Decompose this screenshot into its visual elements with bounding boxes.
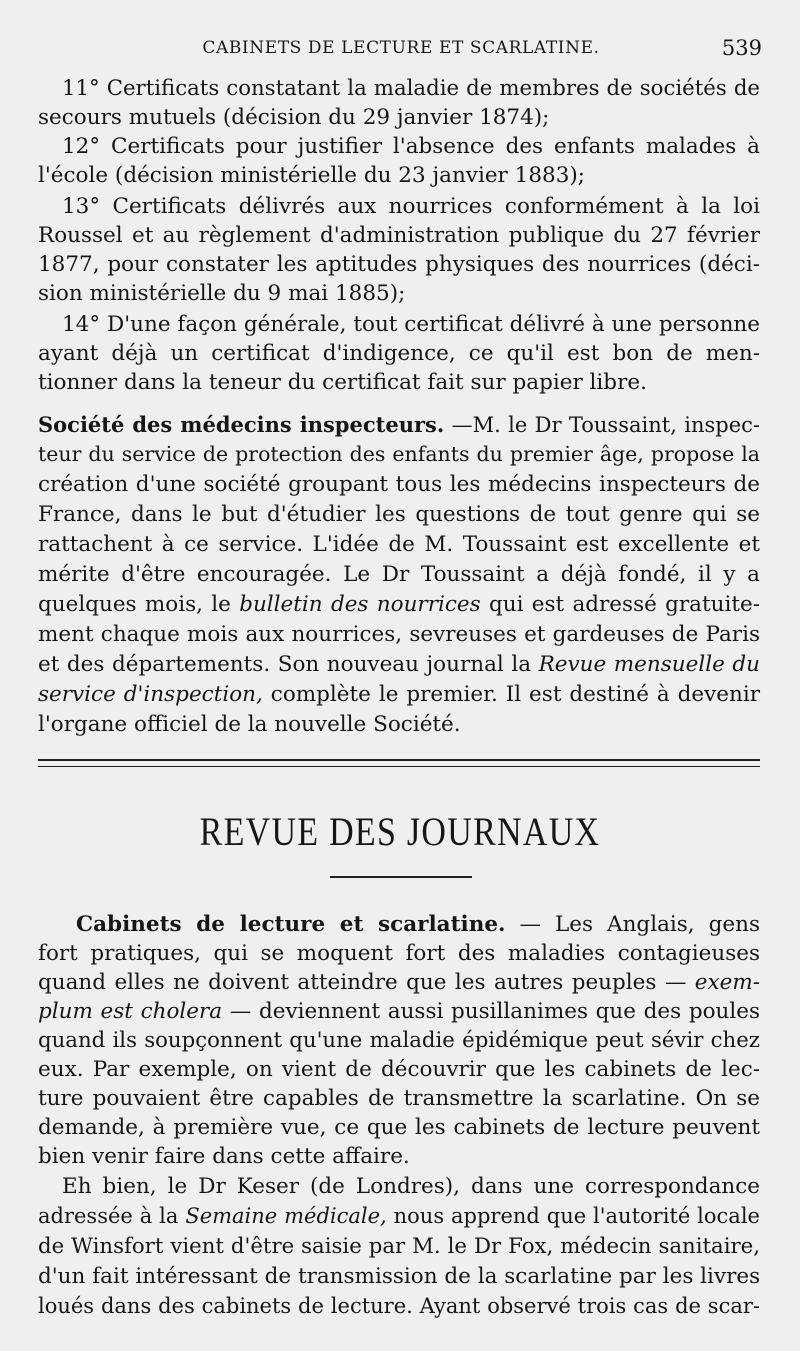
page-number: 539 — [721, 36, 762, 60]
list-line: 13° Certificats délivrés aux nourrices conformément à la loi — [62, 194, 760, 219]
list-line: 11° Certificats constatant la maladie de membres de sociétés de — [62, 76, 760, 101]
paragraph-line: quand elles ne doivent atteindre que les autres peuples — exem- — [38, 970, 760, 995]
running-head — [40, 38, 762, 68]
paragraph-line: demande, à première vue, ce que les cabinets de lecture peuvent — [38, 1115, 760, 1140]
journal-title: service d'inspection, — [38, 682, 263, 707]
list-line: Roussel et au règlement d'administration publique du 27 février — [38, 223, 760, 248]
paragraph-line: eux. Par exemple, on vient de découvrir que les cabinets de lec- — [38, 1057, 760, 1082]
paragraph-line: Cabinets de lecture et scarlatine. — Les Anglais, gens — [76, 912, 760, 937]
list-line: 14° D'une façon générale, tout certificat délivré à une personne — [62, 312, 760, 337]
paragraph-line: d'un fait intéressant de transmission de la scarlatine par les livres — [38, 1264, 761, 1289]
title-rule — [330, 876, 472, 878]
journal-title: bulletin des nourrices — [239, 592, 481, 617]
section-rule-bottom — [38, 766, 760, 767]
paragraph-line: rattachent à ce service. L'idée de M. Toussaint est excellente et — [38, 532, 760, 557]
journal-title: Revue mensuelle du — [538, 652, 760, 677]
paragraph-line: quand ils soupçonnent qu'une maladie épidémique peut sévir chez — [38, 1028, 760, 1053]
paragraph-line: mérite d'être encouragée. Le Dr Toussaint a déjà fondé, il y a — [38, 562, 760, 587]
list-line: 12° Certificats pour justifier l'absence des enfants malades à — [62, 134, 760, 159]
list-line: sion ministérielle du 9 mai 1885); — [38, 281, 406, 306]
paragraph-heading: Société des médecins inspecteurs. — [38, 412, 445, 437]
list-line: ayant déjà un certificat d'indigence, ce qu'il est bon de men- — [38, 341, 760, 366]
paragraph-line: ture pouvaient être capables de transmettre la scarlatine. On se — [38, 1086, 760, 1111]
paragraph-line: Eh bien, le Dr Keser (de Londres), dans une correspondance — [62, 1174, 760, 1199]
list-line: l'école (décision ministérielle du 23 janvier 1883); — [38, 163, 586, 188]
paragraph-line: bien venir faire dans cette affaire. — [38, 1144, 410, 1169]
paragraph-line: l'organe officiel de la nouvelle Société. — [38, 712, 461, 737]
journal-title: Semaine médicale, — [185, 1204, 387, 1228]
running-title: CABINETS DE LECTURE ET SCARLATINE. — [202, 38, 600, 58]
article-heading: Cabinets de lecture et scarlatine. — [76, 912, 506, 937]
paragraph-line: service d'inspection, complète le premier. Il est destiné à devenir — [38, 682, 761, 707]
list-line: tionner dans la teneur du certificat fait sur papier libre. — [38, 370, 647, 395]
paragraph-line: adressée à la Semaine médicale, nous apprend que l'autorité locale — [38, 1204, 760, 1228]
section-title: REVUE DES JOURNAUX — [199, 809, 601, 854]
paragraph-line: plum est cholera — deviennent aussi pusillanimes que des poules — [38, 999, 761, 1024]
paragraph-line: et des départements. Son nouveau journal la Revue mensuelle du — [38, 652, 760, 677]
section-rule-top — [38, 759, 760, 761]
paragraph-line: quelques mois, le bulletin des nourrices qui est adressé gratuite- — [38, 592, 760, 617]
paragraph-line: de Winsfort vient d'être saisie par M. le Dr Fox, médecin sanitaire, — [38, 1234, 760, 1259]
list-line: 1877, pour constater les aptitudes physiques des nourrices (déci- — [38, 252, 760, 277]
paragraph-line: création d'une société groupant tous les médecins inspecteurs de — [38, 472, 760, 497]
paragraph-line: teur du service de protection des enfants du premier âge, propose la — [38, 442, 760, 466]
paragraph-line: Société des médecins inspecteurs. —M. le Dr Toussaint, inspec- — [38, 412, 760, 437]
paragraph-line: fort pratiques, qui se moquent fort des maladies contagieuses — [38, 941, 760, 966]
paragraph-line: loués dans des cabinets de lecture. Ayant observé trois cas de scar- — [38, 1294, 760, 1318]
list-line: secours mutuels (décision du 29 janvier 1874); — [38, 105, 550, 130]
paragraph-line: France, dans le but d'étudier les questions de tout genre qui se — [38, 502, 760, 527]
paragraph-line: ment chaque mois aux nourrices, sevreuses et gardeuses de Paris — [38, 622, 760, 647]
